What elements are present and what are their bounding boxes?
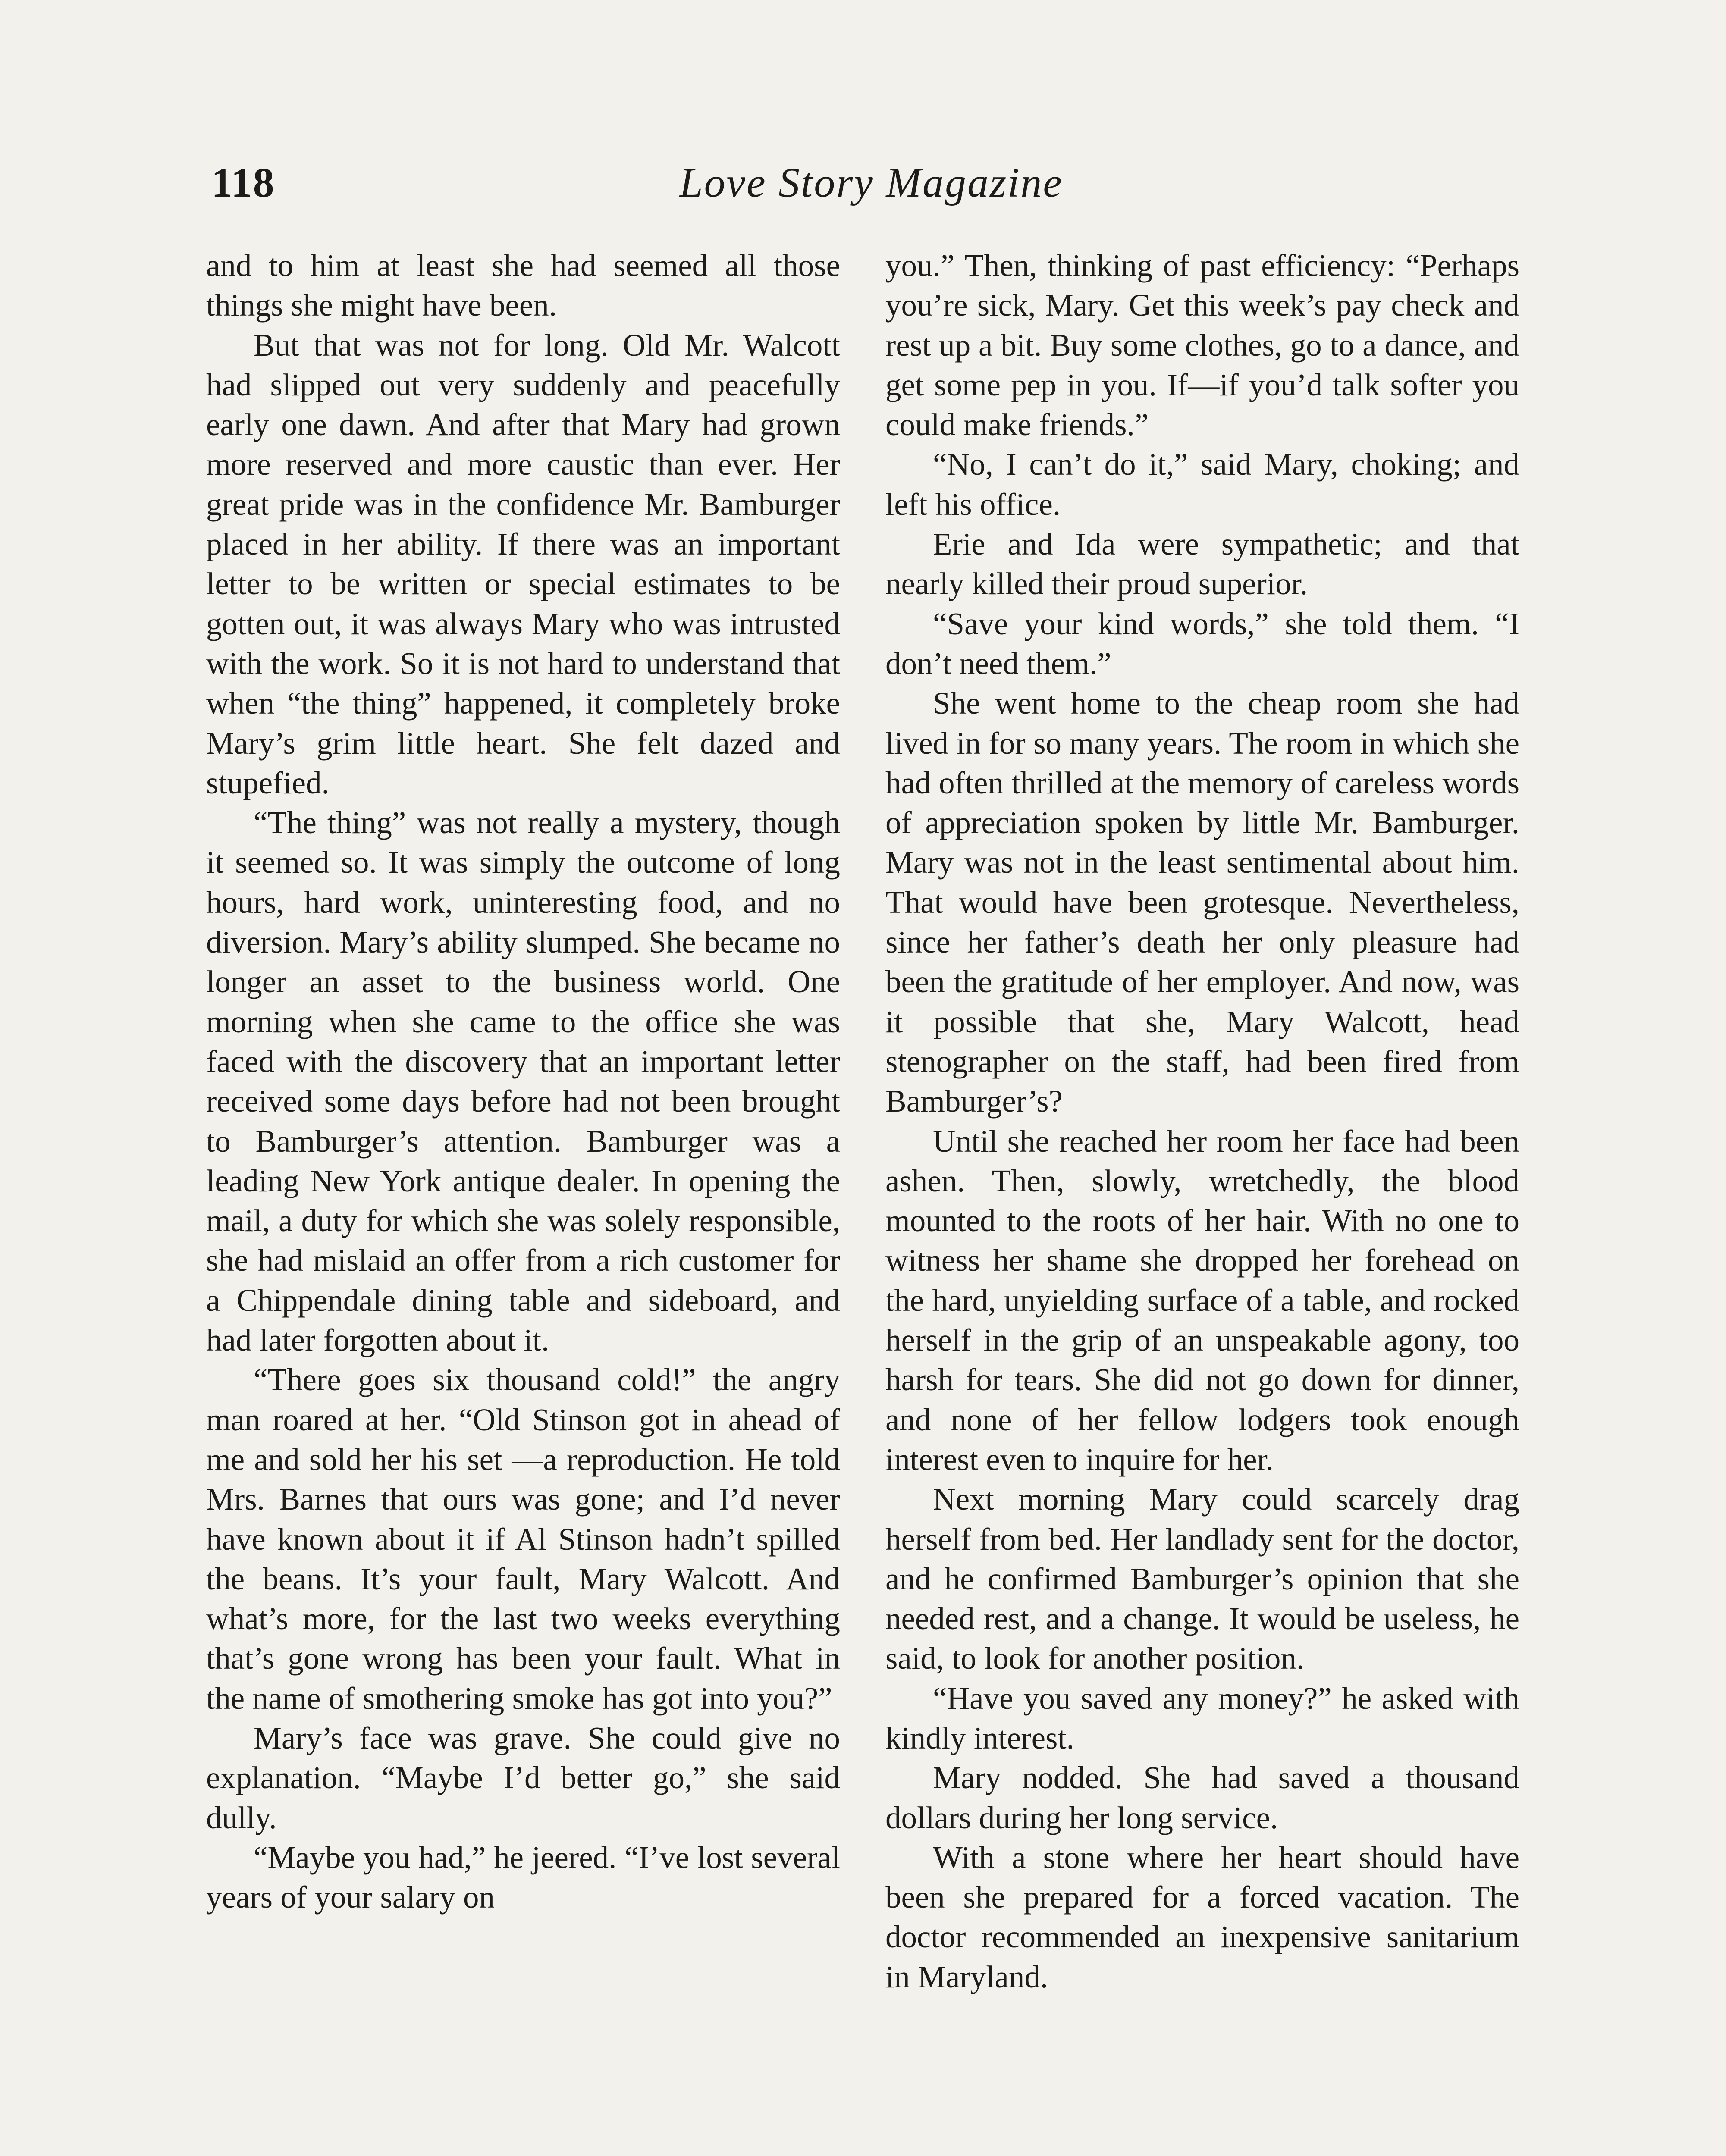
paragraph: “Maybe you had,” he jeered. “I’ve lost several years of your salary on	[206, 1839, 840, 1915]
right-column	[885, 246, 1519, 1997]
paragraph: “Save your kind words,” she told them. “I don’t need them.”	[885, 606, 1519, 681]
paragraph: “The thing” was not really a mystery, though it seemed so. It was simply the outcome of long hours, hard work, uninteresting food, and no diversion. Mary’s ability slumped. She became no longer an asset to the business world. One morning when she came to the office she was faced with the discovery that an important letter received some days before had not been brought to Bamburger’s attention. Bamburger was a leading New York antique dealer. In opening the mail, a duty for which she was solely responsible, she had mislaid an offer from a rich customer for a Chippendale dining table and sideboard, and had later forgotten about it.	[206, 805, 840, 1358]
paragraph: and to him at least she had seemed all those things she might have been.	[206, 248, 840, 323]
left-column	[206, 246, 840, 1917]
paragraph: With a stone where her heart should have been she prepared for a forced vacation. The doctor recommended an inexpensive sanitarium in Maryland.	[885, 1839, 1519, 1994]
paragraph: you.” Then, thinking of past efficiency: “Perhaps you’re sick, Mary. Get this week’s pay check and rest up a bit. Buy some clothes, go to a dance, and get some pep in you. If—if you’d talk softer you could make friends.”	[885, 248, 1519, 442]
paragraph: Next morning Mary could scarcely drag herself from bed. Her landlady sent for the doctor, and he confirmed Bamburger’s opinion that she needed rest, and a change. It would be useless, he said, to look for another position.	[885, 1482, 1519, 1676]
paragraph: “Have you saved any money?” he asked with kindly interest.	[885, 1680, 1519, 1755]
paragraph: Until she reached her room her face had been ashen. Then, slowly, wretchedly, the blood mounted to the roots of her hair. With no one to witness her shame she dropped her forehead on the hard, unyielding surface of a table, and rocked herself in the grip of an unspeakable agony, too harsh for tears. She did not go down for dinner, and none of her fellow lodgers took enough interest even to inquire for her.	[885, 1123, 1519, 1477]
paragraph: She went home to the cheap room she had lived in for so many years. The room in which she had often thrilled at the memory of careless words of appreciation spoken by little Mr. Bamburger. Mary was not in the least sentimental about him. That would have been grotesque. Nevertheless, since her father’s death her only pleasure had been the gratitude of her employer. And now, was it possible that she, Mary Walcott, head stenographer on the staff, had been fired from Bamburger’s?	[885, 686, 1519, 1119]
paragraph: Erie and Ida were sympathetic; and that nearly killed their proud superior.	[885, 526, 1519, 602]
paragraph: “No, I can’t do it,” said Mary, choking; and left his office.	[885, 447, 1519, 522]
paragraph: Mary’s face was grave. She could give no explanation. “Maybe I’d better go,” she said dully.	[206, 1720, 840, 1835]
paragraph: Mary nodded. She had saved a thousand dollars during her long service.	[885, 1760, 1519, 1835]
page-number: 118	[211, 160, 275, 206]
running-title: Love Story Magazine	[679, 160, 1063, 206]
paragraph: “There goes six thousand cold!” the angry man roared at her. “Old Stinson got in ahead of me and sold her his set —a reproduction. He told Mrs. Barnes that ours was gone; and I’d never have known about it if Al Stinson hadn’t spilled the beans. It’s your fault, Mary Walcott. And what’s more, for the last two weeks everything that’s gone wrong has been your fault. What in the name of smothering smoke has got into you?”	[206, 1362, 840, 1716]
paragraph: But that was not for long. Old Mr. Walcott had slipped out very suddenly and peacefully early one dawn. And after that Mary had grown more reserved and more caustic than ever. Her great pride was in the confidence Mr. Bamburger placed in her ability. If there was an important letter to be written or special estimates to be gotten out, it was always Mary who was intrusted with the work. So it is not hard to understand that when “the thing” happened, it completely broke Mary’s grim little heart. She felt dazed and stupefied.	[206, 327, 840, 800]
